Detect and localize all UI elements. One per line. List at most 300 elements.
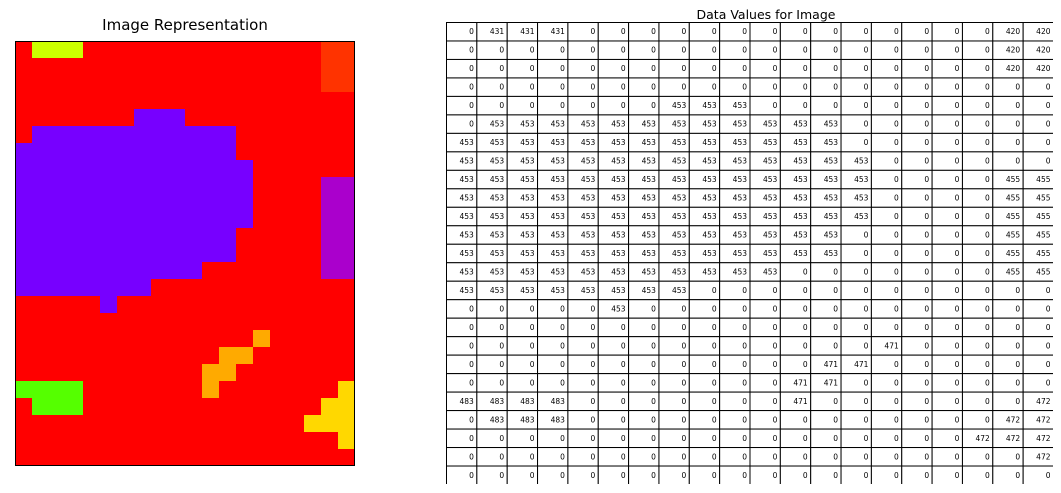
heatmap-cell	[100, 381, 118, 399]
table-cell	[629, 263, 659, 281]
heatmap-cell	[202, 296, 220, 314]
table-cell-value: 453	[763, 119, 778, 129]
heatmap-cell	[134, 211, 152, 229]
heatmap-cell	[49, 398, 67, 416]
table-cell	[689, 411, 719, 429]
table-cell-value: 0	[1015, 82, 1021, 92]
table-cell-value: 0	[620, 415, 626, 425]
table-cell	[993, 152, 1023, 170]
heatmap-cell	[185, 330, 203, 348]
heatmap-cell	[168, 313, 186, 331]
table-cell	[750, 189, 780, 207]
table-cell-value: 0	[681, 64, 687, 74]
table-cell-value: 453	[580, 212, 596, 222]
table-cell	[993, 411, 1023, 429]
heatmap-cell	[15, 398, 33, 416]
table-cell-value: 453	[520, 175, 535, 185]
table-cell	[568, 78, 598, 96]
heatmap-cell	[236, 262, 254, 280]
table-cell	[507, 374, 537, 392]
table-cell-value: 0	[590, 64, 596, 74]
heatmap-cell	[338, 432, 355, 450]
table-cell-value: 0	[742, 27, 747, 37]
heatmap-cell	[66, 398, 84, 416]
heatmap-cell	[66, 279, 84, 297]
table-cell	[720, 96, 750, 114]
heatmap-cell	[100, 432, 118, 450]
table-cell	[993, 207, 1023, 225]
table-cell	[750, 411, 780, 429]
table-cell	[811, 244, 841, 262]
table-cell	[477, 337, 507, 355]
table-cell-value: 453	[520, 230, 535, 240]
heatmap-cell	[83, 160, 101, 178]
table-cell	[993, 337, 1023, 355]
heatmap-cell	[168, 415, 186, 433]
table-cell	[598, 115, 628, 133]
table-cell	[659, 318, 689, 336]
table-cell-value: 0	[924, 452, 930, 462]
table-cell-value: 0	[529, 322, 535, 332]
table-cell-value: 455	[1005, 249, 1021, 258]
table-cell	[962, 429, 992, 447]
table-cell	[689, 96, 719, 114]
table-cell-value: 0	[620, 341, 626, 351]
table-cell	[902, 41, 932, 59]
table-cell-value: 0	[802, 285, 808, 295]
heatmap-cell	[321, 143, 339, 161]
heatmap-cell	[321, 262, 339, 280]
table-cell	[507, 152, 537, 170]
table-cell-value: 453	[793, 193, 808, 203]
heatmap-cell	[168, 398, 186, 416]
table-cell	[902, 226, 932, 244]
table-cell	[780, 78, 810, 96]
table-cell	[447, 429, 477, 447]
heatmap-cell	[321, 109, 339, 127]
heatmap-cell	[83, 296, 101, 314]
heatmap-cell	[83, 364, 101, 382]
heatmap-cell	[270, 228, 288, 246]
table-cell	[811, 263, 841, 281]
table-cell	[598, 189, 628, 207]
table-cell	[720, 189, 750, 207]
table-cell	[659, 244, 689, 262]
table-cell-value: 0	[833, 415, 839, 425]
table-cell	[780, 207, 810, 225]
table-cell-value: 453	[550, 193, 565, 203]
table-cell-value: 0	[772, 378, 778, 388]
table-cell	[841, 300, 871, 318]
heatmap-cell	[236, 296, 254, 314]
table-cell	[538, 318, 568, 336]
heatmap-cell	[185, 109, 203, 127]
heatmap-cell	[304, 245, 322, 263]
table-cell-value: 0	[985, 267, 990, 277]
heatmap-cell	[304, 58, 322, 76]
table-cell-value: 0	[833, 267, 839, 277]
heatmap-cell	[49, 415, 67, 433]
heatmap-cell	[117, 58, 135, 76]
table-cell-value: 0	[620, 378, 626, 388]
table-cell	[1023, 170, 1053, 188]
table-cell	[659, 411, 689, 429]
table-cell	[598, 429, 628, 447]
table-cell	[447, 411, 477, 429]
table-cell-value: 0	[802, 64, 808, 74]
table-cell	[720, 411, 750, 429]
table-cell	[538, 115, 568, 133]
table-cell-value: 0	[893, 119, 899, 129]
table-cell-value: 0	[711, 64, 717, 74]
table-cell-value: 453	[550, 119, 565, 129]
table-cell	[538, 263, 568, 281]
heatmap-cell	[151, 177, 169, 195]
heatmap-cell	[253, 415, 271, 433]
table-cell	[871, 152, 901, 170]
heatmap-cell	[287, 279, 305, 297]
heatmap-cell	[304, 381, 322, 399]
heatmap-cell	[151, 41, 169, 59]
heatmap-cell	[151, 194, 169, 212]
heatmap-cell	[202, 58, 220, 76]
table-cell	[598, 226, 628, 244]
table-cell-value: 0	[529, 341, 535, 351]
heatmap-cell	[134, 126, 152, 144]
table-cell	[568, 96, 598, 114]
heatmap-cell	[338, 160, 355, 178]
table-cell-value: 453	[550, 138, 565, 148]
table-cell	[447, 133, 477, 151]
heatmap-cell	[32, 160, 50, 178]
table-cell	[780, 226, 810, 244]
table-cell-value: 453	[580, 119, 596, 129]
table-cell-value: 0	[924, 230, 930, 240]
table-cell	[689, 115, 719, 133]
table-cell-value: 453	[641, 138, 656, 148]
table-cell-value: 455	[1036, 212, 1051, 222]
table-cell-value: 0	[711, 470, 717, 480]
table-cell-value: 0	[772, 101, 778, 111]
table-cell-value: 0	[833, 64, 839, 74]
heatmap-cell	[83, 177, 101, 195]
table-cell-value: 0	[863, 304, 869, 314]
table-cell-value: 453	[520, 285, 535, 295]
table-cell-value: 453	[702, 101, 717, 111]
heatmap-cell	[117, 75, 135, 93]
table-cell	[598, 318, 628, 336]
heatmap-cell	[202, 381, 220, 399]
table-cell	[629, 318, 659, 336]
table-cell	[871, 337, 901, 355]
table-cell-value: 0	[802, 452, 808, 462]
table-cell-value: 0	[742, 341, 747, 351]
heatmap-cell	[49, 245, 67, 263]
table-cell	[932, 411, 962, 429]
table-cell-value: 0	[954, 285, 960, 295]
heatmap-cell	[253, 177, 271, 195]
table-cell	[993, 374, 1023, 392]
heatmap-cell	[321, 347, 339, 365]
table-cell	[902, 133, 932, 151]
table-cell	[871, 448, 901, 466]
heatmap-cell	[219, 126, 237, 144]
heatmap-cell	[168, 41, 186, 59]
table-cell-value: 0	[742, 45, 747, 55]
table-cell	[507, 59, 537, 77]
table-cell-value: 0	[985, 101, 990, 111]
table-cell	[932, 133, 962, 151]
table-cell-value: 0	[924, 138, 930, 148]
table-cell-value: 0	[681, 322, 687, 332]
table-cell	[902, 355, 932, 373]
table-cell-value: 453	[641, 249, 656, 258]
table-cell	[568, 115, 598, 133]
table-cell	[841, 207, 871, 225]
table-cell-value: 0	[802, 304, 808, 314]
heatmap-cell	[66, 313, 84, 331]
table-cell-value: 0	[469, 359, 474, 369]
table-cell-value: 0	[560, 45, 565, 55]
heatmap-cell	[338, 381, 355, 399]
heatmap-cell	[83, 347, 101, 365]
table-cell	[750, 59, 780, 77]
table-cell	[811, 300, 841, 318]
table-cell	[477, 281, 507, 299]
table-cell-value: 0	[954, 378, 960, 388]
table-cell	[871, 355, 901, 373]
table-cell-value: 453	[763, 230, 778, 240]
table-cell-value: 0	[893, 249, 899, 258]
table-cell	[447, 355, 477, 373]
heatmap-cell	[49, 143, 67, 161]
table-cell-value: 0	[893, 193, 899, 203]
heatmap-cell	[236, 279, 254, 297]
table-cell	[720, 355, 750, 373]
table-cell	[902, 448, 932, 466]
table-cell-value: 0	[742, 470, 747, 480]
table-cell-value: 0	[863, 452, 869, 462]
heatmap-cell	[32, 194, 50, 212]
table-cell	[538, 59, 568, 77]
table-cell-value: 453	[580, 156, 596, 166]
heatmap-cell	[236, 432, 254, 450]
table-cell	[659, 152, 689, 170]
table-cell	[659, 170, 689, 188]
table-cell	[780, 152, 810, 170]
table-cell	[568, 152, 598, 170]
table-cell	[447, 244, 477, 262]
table-cell	[598, 374, 628, 392]
table-cell-value: 0	[742, 415, 747, 425]
heatmap-cell	[270, 58, 288, 76]
table-cell-value: 453	[580, 249, 596, 258]
heatmap-cell	[253, 330, 271, 348]
table-cell-value: 0	[560, 322, 565, 332]
table-cell-value: 0	[954, 415, 960, 425]
heatmap-cell	[185, 41, 203, 59]
table-cell-value: 0	[620, 452, 626, 462]
heatmap-cell	[49, 313, 67, 331]
table-cell-value: 453	[520, 212, 535, 222]
heatmap-cell	[287, 330, 305, 348]
heatmap-cell	[253, 364, 271, 382]
table-cell	[598, 152, 628, 170]
table-cell-value: 0	[590, 82, 596, 92]
heatmap-cell	[134, 262, 152, 280]
table-cell	[932, 318, 962, 336]
table-cell-value: 453	[520, 267, 535, 277]
table-cell-value: 0	[985, 138, 990, 148]
heatmap-cell	[100, 211, 118, 229]
table-cell-value: 453	[763, 175, 778, 185]
table-cell	[902, 170, 932, 188]
table-cell-value: 453	[793, 156, 808, 166]
heatmap-cell	[117, 109, 135, 127]
table-cell-value: 0	[863, 396, 869, 406]
heatmap-cell	[236, 313, 254, 331]
table-cell	[507, 226, 537, 244]
heatmap-cell	[151, 92, 169, 110]
table-cell-value: 453	[732, 156, 747, 166]
table-cell	[780, 133, 810, 151]
table-cell-value: 0	[985, 285, 990, 295]
heatmap-cell	[117, 211, 135, 229]
table-cell-value: 0	[590, 415, 596, 425]
table-cell-value: 0	[469, 341, 474, 351]
table-cell	[780, 23, 810, 41]
table-cell	[871, 281, 901, 299]
table-cell-value: 0	[863, 285, 869, 295]
table-cell	[932, 300, 962, 318]
table-cell	[932, 337, 962, 355]
table-cell	[871, 318, 901, 336]
table-cell-value: 0	[985, 193, 990, 203]
table-cell	[689, 355, 719, 373]
table-cell	[689, 300, 719, 318]
table-cell	[871, 392, 901, 410]
table-cell	[750, 115, 780, 133]
table-cell	[507, 263, 537, 281]
table-cell	[447, 318, 477, 336]
table-cell	[538, 133, 568, 151]
table-cell-value: 0	[924, 101, 930, 111]
heatmap-cell	[15, 211, 33, 229]
heatmap-cell	[321, 177, 339, 195]
table-cell-value: 0	[1045, 304, 1051, 314]
table-cell-value: 0	[833, 45, 839, 55]
table-cell-value: 0	[802, 341, 808, 351]
table-cell	[598, 337, 628, 355]
table-cell	[629, 466, 659, 484]
heatmap-cell	[338, 279, 355, 297]
heatmap-cell	[134, 58, 152, 76]
heatmap-cell	[270, 41, 288, 59]
heatmap-cell	[32, 75, 50, 93]
table-cell-value: 0	[863, 267, 869, 277]
heatmap-cell	[338, 398, 355, 416]
table-cell	[993, 189, 1023, 207]
table-cell	[659, 207, 689, 225]
table-cell-value: 453	[520, 156, 535, 166]
table-cell	[629, 133, 659, 151]
heatmap-cell	[338, 245, 355, 263]
heatmap-cell	[168, 279, 186, 297]
table-cell	[720, 23, 750, 41]
table-cell-value: 453	[702, 212, 717, 222]
table-cell	[507, 170, 537, 188]
table-cell-value: 453	[641, 119, 656, 129]
heatmap-cell	[219, 143, 237, 161]
table-cell	[538, 411, 568, 429]
heatmap-cell	[151, 279, 169, 297]
table-cell	[871, 429, 901, 447]
table-cell-value: 420	[1036, 64, 1051, 74]
heatmap-cell	[338, 347, 355, 365]
table-cell	[629, 244, 659, 262]
table-cell	[477, 448, 507, 466]
heatmap-cell	[185, 313, 203, 331]
table-cell	[568, 300, 598, 318]
table-cell	[902, 244, 932, 262]
table-cell	[720, 207, 750, 225]
heatmap-cell	[253, 41, 271, 59]
table-cell-value: 0	[924, 415, 930, 425]
table-cell-value: 0	[681, 45, 687, 55]
table-cell	[720, 133, 750, 151]
heatmap-cell	[202, 194, 220, 212]
heatmap-cell	[32, 211, 50, 229]
heatmap-cell	[117, 41, 135, 59]
heatmap-cell	[100, 41, 118, 59]
table-cell-value: 0	[985, 45, 990, 55]
heatmap-cell	[100, 449, 118, 466]
table-cell	[902, 374, 932, 392]
table-cell	[1023, 411, 1053, 429]
table-cell	[720, 318, 750, 336]
table-cell	[932, 374, 962, 392]
heatmap-cell	[117, 262, 135, 280]
table-cell	[780, 318, 810, 336]
table-cell	[689, 207, 719, 225]
table-cell-value: 0	[863, 230, 869, 240]
table-cell	[841, 115, 871, 133]
heatmap-cell	[338, 296, 355, 314]
heatmap-cell	[15, 41, 33, 59]
heatmap-cell	[304, 126, 322, 144]
heatmap-cell	[100, 126, 118, 144]
heatmap-cell	[304, 228, 322, 246]
heatmap-cell	[236, 228, 254, 246]
table-cell	[962, 23, 992, 41]
heatmap-cell	[253, 296, 271, 314]
table-cell	[811, 207, 841, 225]
heatmap-cell	[321, 398, 339, 416]
table-cell	[689, 392, 719, 410]
table-cell	[507, 429, 537, 447]
table-cell	[1023, 78, 1053, 96]
heatmap-cell	[185, 449, 203, 466]
table-cell-value: 453	[489, 119, 505, 129]
table-cell	[962, 41, 992, 59]
table-cell-value: 453	[520, 193, 535, 203]
heatmap-cell	[117, 92, 135, 110]
table-cell-value: 0	[590, 45, 596, 55]
heatmap-cell	[15, 92, 33, 110]
table-cell-value: 453	[489, 212, 505, 222]
table-cell	[629, 355, 659, 373]
table-cell-value: 0	[499, 64, 505, 74]
